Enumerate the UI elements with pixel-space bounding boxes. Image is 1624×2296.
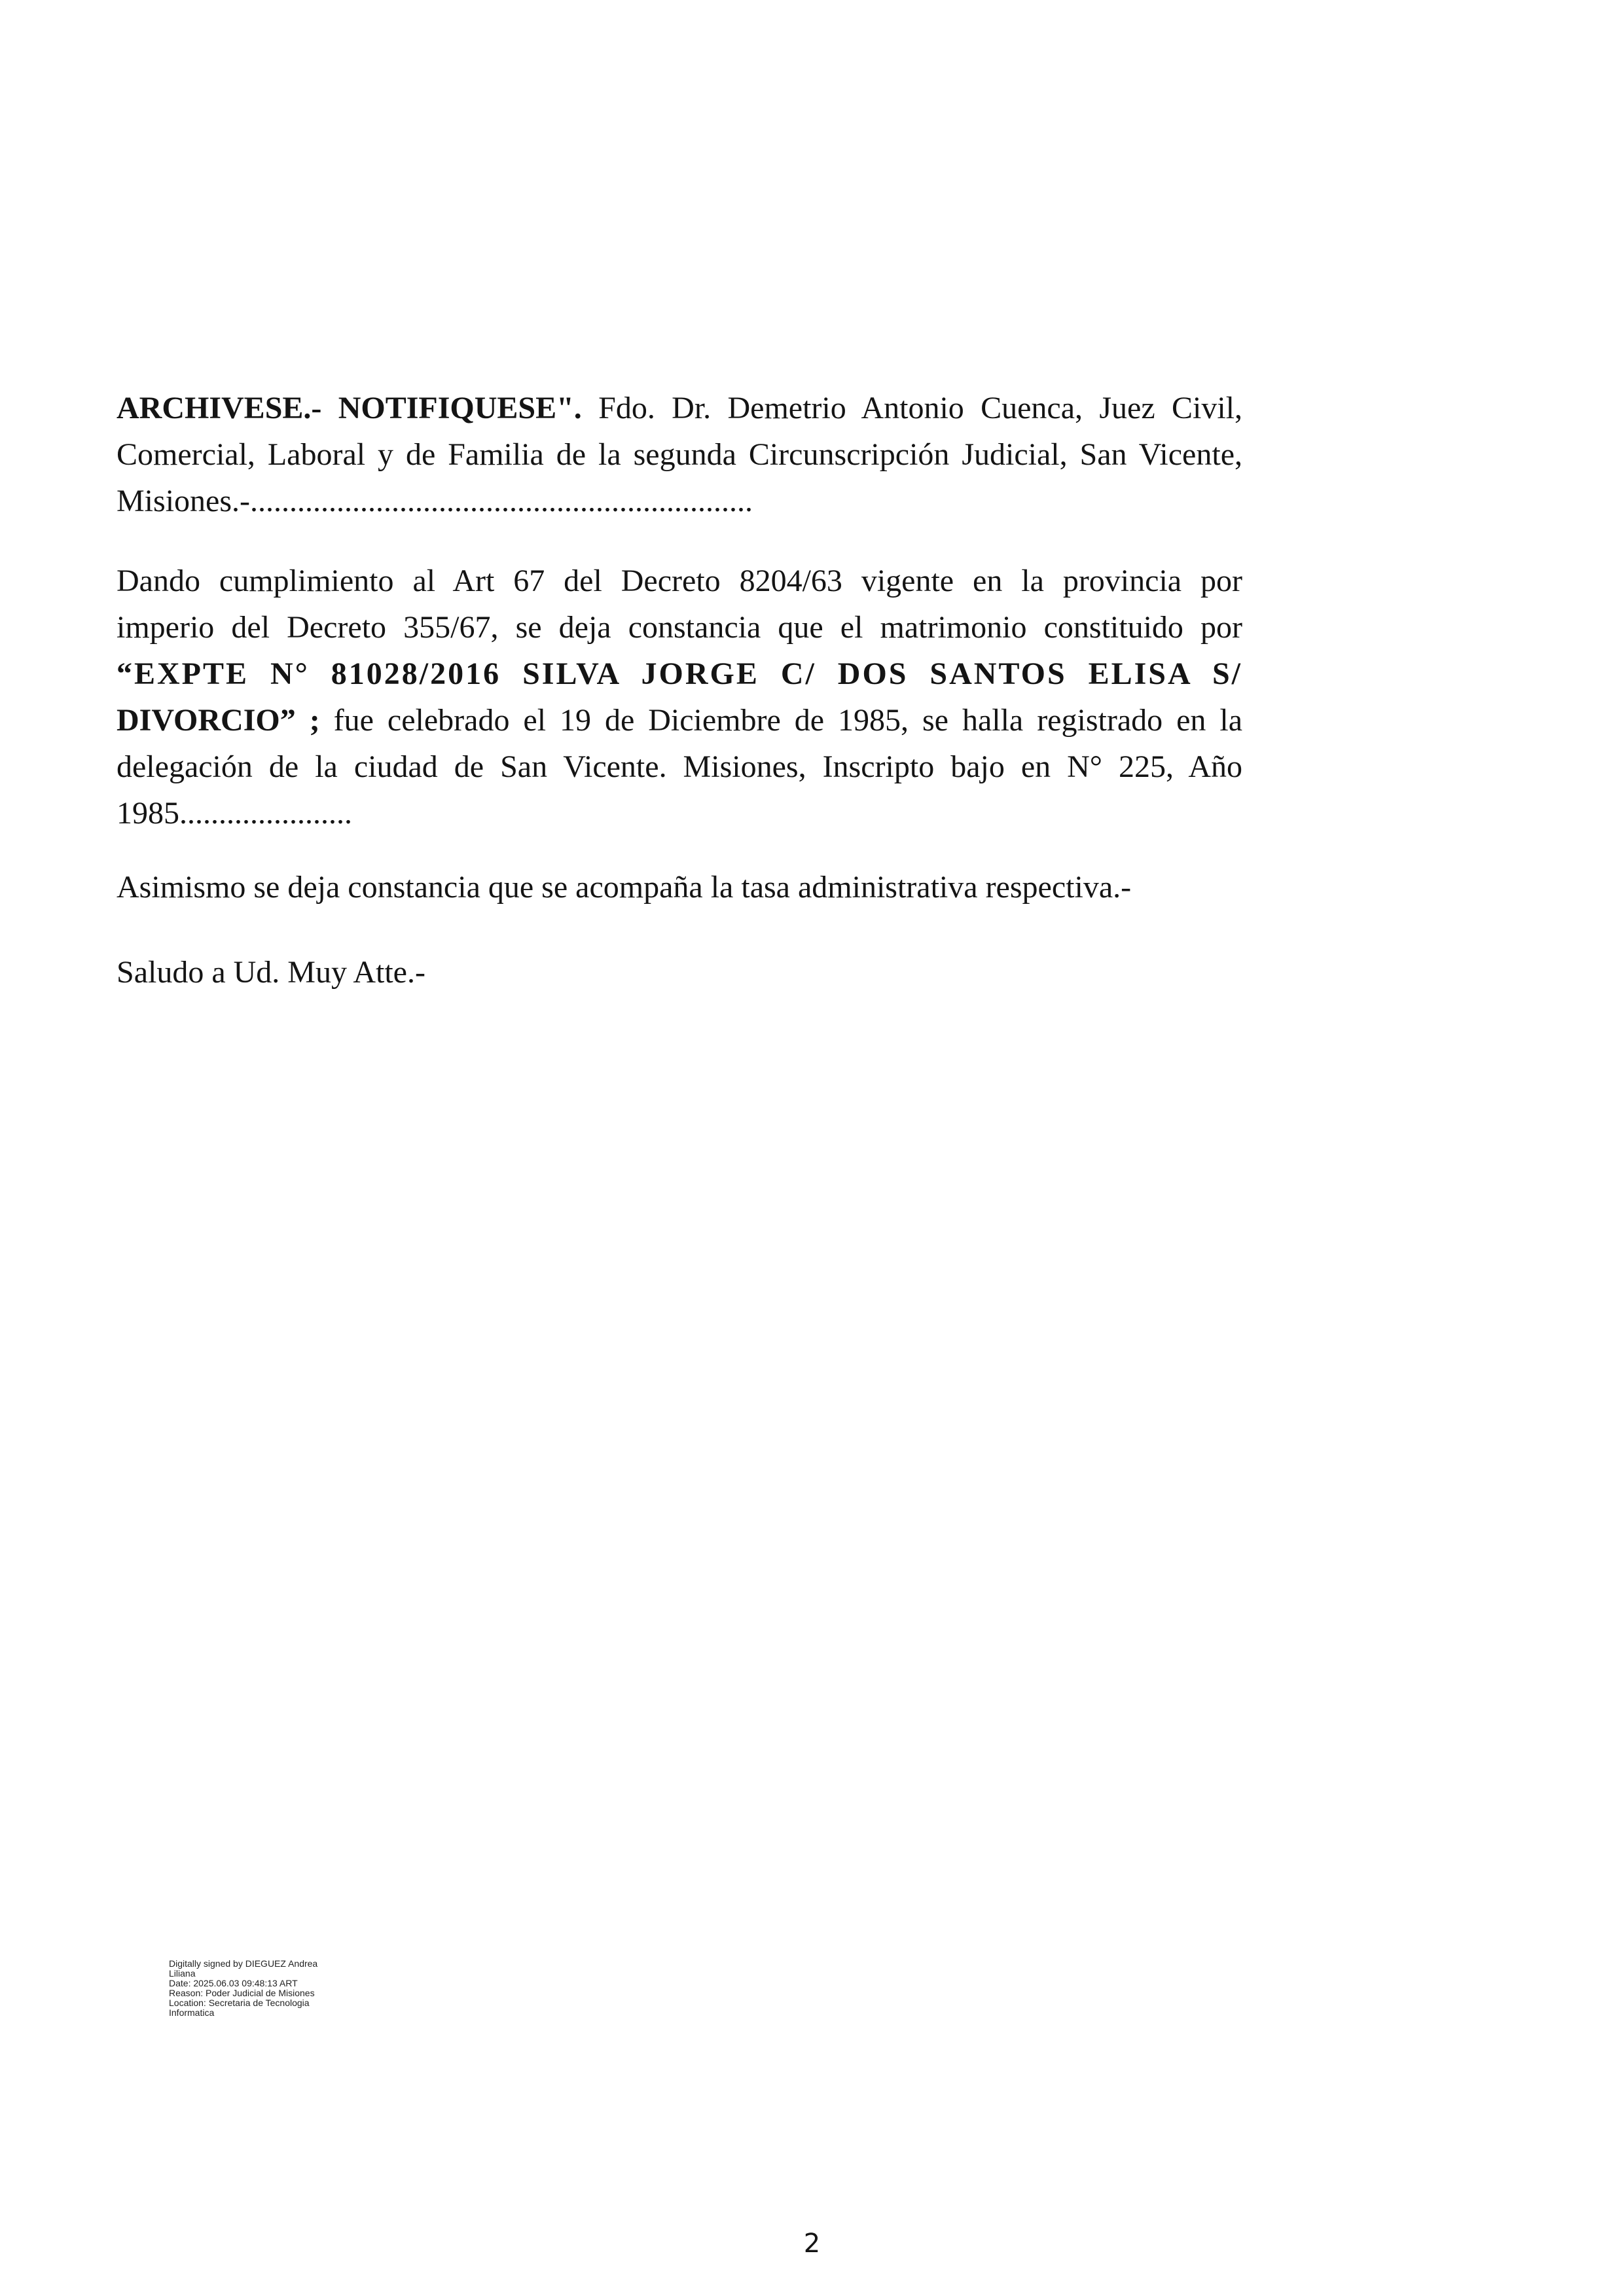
signature-line: Liliana	[169, 1968, 196, 1979]
signature-line: Digitally signed by DIEGUEZ Andrea	[169, 1958, 318, 1969]
digital-signature-block	[169, 1959, 378, 2018]
paragraph-line: imperio del Decreto 355/67, se deja constancia que el matrimonio constituido por	[117, 610, 1242, 645]
paragraph-resolution-closing	[117, 385, 1242, 524]
paragraph-fee-note	[117, 864, 1242, 910]
paragraph-line: Asimismo se deja constancia que se acompaña la tasa administrativa respectiva.-	[117, 870, 1132, 905]
signature-location: Location: Secretaria de Tecnologia	[169, 1998, 310, 2008]
paragraph-line: Dando cumplimiento al Art 67 del Decreto 8204/63 vigente en la provincia por	[117, 564, 1242, 598]
text-run: fue celebrado el 19 de Diciembre de 1985, se halla registrado en la	[319, 703, 1242, 738]
signature-date: Date: 2025.06.03 09:48:13 ART	[169, 1978, 298, 1988]
paragraph-line: 1985......................	[117, 796, 352, 831]
case-title-end: DIVORCIO” ;	[117, 703, 320, 738]
paragraph-line: Saludo a Ud. Muy Atte.-	[117, 955, 425, 990]
case-title-line: “EXPTE N° 81028/2016 SILVA JORGE C/ DOS SANTOS ELISA S/	[117, 656, 1242, 691]
paragraph-line	[117, 697, 1242, 744]
paragraph-line: Misiones.-................................................................	[117, 484, 753, 518]
page-number: 2	[803, 2229, 821, 2259]
text-run: Fdo. Dr. Demetrio Antonio Cuenca, Juez Civil,	[581, 391, 1243, 425]
paragraph-line: Comercial, Laboral y de Familia de la segunda Circunscripción Judicial, San Vicente,	[117, 437, 1242, 472]
paragraph-closing-salutation	[117, 949, 1242, 996]
paragraph-marriage-record	[117, 558, 1242, 836]
paragraph-line	[117, 385, 1242, 431]
signature-line: Informatica	[169, 2007, 215, 2018]
bold-heading: ARCHIVESE.- NOTIFIQUESE".	[117, 391, 582, 425]
paragraph-line: delegación de la ciudad de San Vicente. Misiones, Inscripto bajo en N° 225, Año	[117, 749, 1242, 784]
signature-reason: Reason: Poder Judicial de Misiones	[169, 1988, 315, 1998]
